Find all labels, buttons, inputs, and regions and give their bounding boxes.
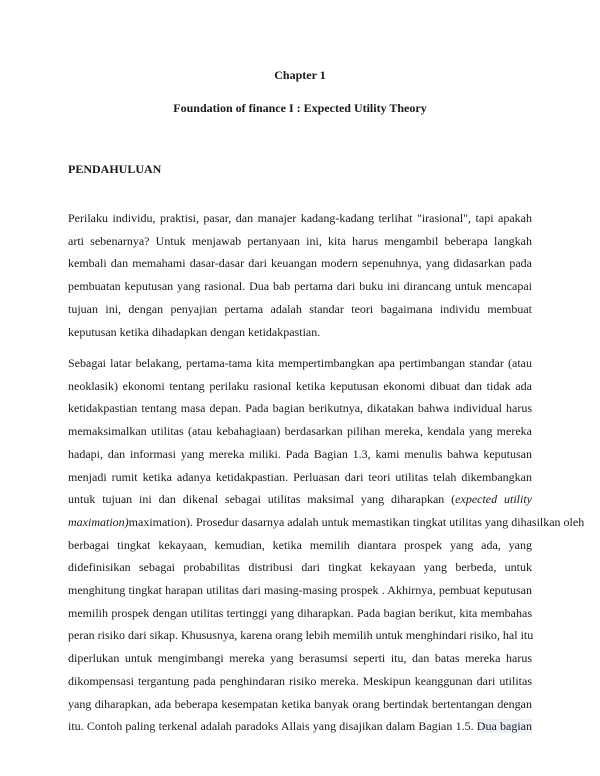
paragraph-line: arti sebenarnya? Untuk menjawab pertanyaan ini, kita harus mengambil beberapa langkah bbox=[68, 233, 532, 248]
paragraph-text: itu. Contoh paling terkenal adalah paradoks Allais yang disajikan dalam Bagian 1.5. bbox=[68, 719, 477, 734]
paragraph-text: untuk tujuan ini dan dikenal sebagai utilitas maksimal yang diharapkan ( bbox=[68, 492, 456, 507]
paragraph-line-with-italic bbox=[68, 488, 532, 511]
paragraph-line: keputusan ketika dihadapkan dengan ketidakpastian. bbox=[68, 324, 321, 339]
paragraph-line: pembuatan keputusan yang rasional. Dua bab pertama dari buku ini dirancang untuk mencapai bbox=[68, 279, 532, 294]
paragraph-background bbox=[68, 352, 585, 738]
paragraph-line: diperlukan untuk mengimbangi mereka yang berasumsi seperti itu, dan batas mereka harus bbox=[68, 651, 532, 666]
paragraph-intro bbox=[68, 207, 532, 343]
chapter-label: Chapter 1 bbox=[274, 68, 326, 82]
paragraph-line: yang diharapkan, ada beberapa kesempatan ketika banyak orang bertindak bertentangan dengan bbox=[68, 696, 532, 711]
paragraph-line: Sebagai latar belakang, pertama-tama kita mempertimbangkan apa pertimbangan standar (atau bbox=[68, 356, 532, 370]
paragraph-line: menjadi rumit ketika adanya ketidakpastian. Perluasan dari teori utilitas telah dikembangkan bbox=[68, 469, 532, 484]
highlighted-text[interactable]: Dua bagian bbox=[476, 719, 532, 734]
paragraph-line: tujuan ini, dengan penyajian pertama adalah standar teori bagaimana individu membuat bbox=[68, 301, 532, 316]
paragraph-line: kembali dan memahami dasar-dasar dari keuangan modern sepenuhnya, yang didasarkan pada bbox=[68, 256, 532, 271]
paragraph-line: didefinisikan sebagai probabilitas distribusi dari tingkat kekayaan yang berbeda, untuk bbox=[68, 560, 532, 575]
paragraph-line: ketidakpastian tentang masa depan. Pada bagian berikutnya, dikatakan bahwa individual harus bbox=[68, 401, 532, 416]
paragraph-line: memilih prospek dengan utilitas tertinggi yang diharapkan. Pada bagian berikut, kita membahas bbox=[68, 605, 532, 620]
paragraph-line: Perilaku individu, praktisi, pasar, dan manajer kadang-kadang terlihat "irasional", tapi apakah bbox=[68, 211, 532, 225]
paragraph-line: peran risiko dari sikap. Khususnya, karena orang lebih memilih untuk menghindari risiko, hal itu bbox=[68, 628, 534, 643]
section-heading: PENDAHULUAN bbox=[68, 162, 162, 176]
paragraph-line: memaksimalkan utilitas (atau kebahagiaan) berdasarkan pilihan mereka, kendala yang mereka bbox=[68, 424, 532, 439]
italic-term: expected utility bbox=[455, 492, 532, 507]
paragraph-line-with-highlight bbox=[68, 715, 532, 738]
paragraph-line: berbagai tingkat kekayaan, kemudian, ketika memilih diantara prospek yang ada, yang bbox=[68, 537, 532, 552]
paragraph-line: neoklasik) ekonomi tentang perilaku rasional ketika keputusan ekonomi dibuat dan tidak ada bbox=[68, 378, 532, 393]
paragraph-line: dikompensasi tergantung pada penghindaran risiko mereka. Meskipun keanggunan dari utilitas bbox=[68, 673, 532, 688]
paragraph-text: maximation). Prosedur dasarnya adalah untuk memastikan tingkat utilitas yang dihasilkan oleh bbox=[128, 514, 585, 529]
italic-term-tail: maximation) bbox=[68, 514, 129, 529]
paragraph-line: hadapi, dan informasi yang mereka miliki. Pada Bagian 1.3, kami menulis bahwa keputusan bbox=[68, 446, 532, 461]
paragraph-line: menghitung tingkat harapan utilitas dari masing-masing prospek . Akhirnya, pembuat keputusan bbox=[68, 583, 532, 598]
chapter-title: Foundation of finance I : Expected Utility Theory bbox=[173, 101, 427, 115]
paragraph-line-with-italic bbox=[68, 511, 585, 534]
